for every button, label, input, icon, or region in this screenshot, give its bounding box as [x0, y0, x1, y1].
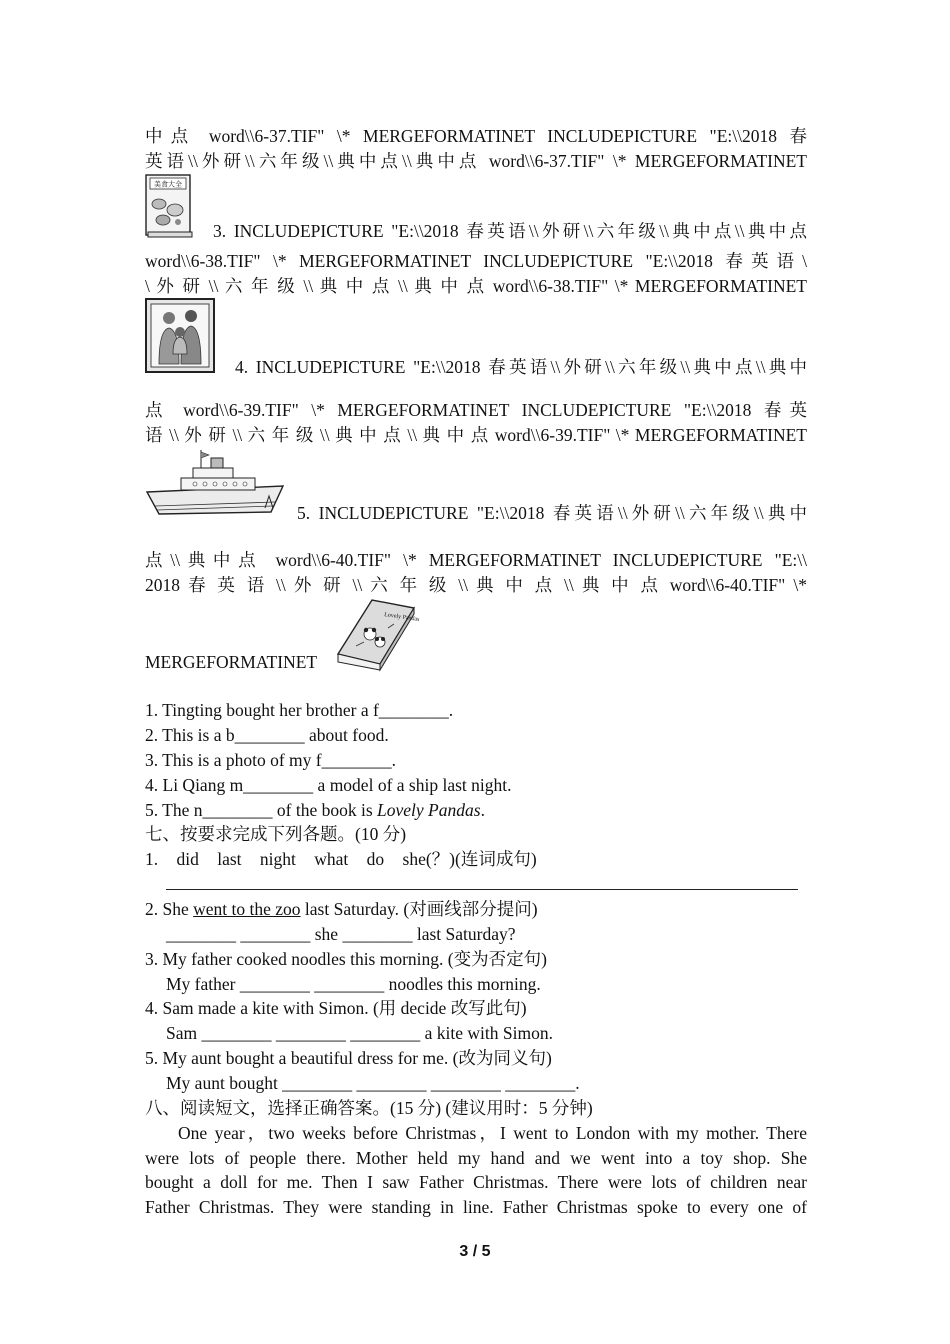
section7-question-3: 3. My father cooked noodles this morning. (变为否定句) — [145, 949, 547, 969]
fill-blank-5-text: 5. The n________ of the book is — [145, 800, 378, 820]
field-line-7: 点 word\\6-39.TIF" \* MERGEFORMATINET INCLUDEPICTURE "E:\\2018 春英 — [145, 400, 807, 420]
answer-line — [166, 889, 798, 890]
fill-blank-3: 3. This is a photo of my f________. — [145, 750, 396, 770]
passage-line-2: were lots of people there. Mother held my hand and we went into a toy shop. She — [145, 1148, 807, 1168]
panda-book-picture — [334, 598, 420, 670]
panda-book-title: Lovely Pandas — [383, 612, 420, 623]
field-line-6: 4. INCLUDEPICTURE "E:\\2018 春英语\\外研\\六年级\\典中点\\典中 — [235, 357, 807, 377]
page-number: 3 / 5 — [459, 1243, 491, 1260]
fill-blank-2: 2. This is a b________ about food. — [145, 725, 389, 745]
field-line-4: word\\6-38.TIF" \* MERGEFORMATINET INCLUDEPICTURE "E:\\2018 春英语\ — [145, 251, 807, 271]
section7-question-1: 1. did last night what do she(？)(连词成句) — [145, 849, 537, 869]
field-line-10: 点\\典中点 word\\6-40.TIF" \* MERGEFORMATINET INCLUDEPICTURE "E:\\ — [145, 550, 807, 570]
section7-question-4: 4. Sam made a kite with Simon. (用 decide 改写此句) — [145, 998, 527, 1018]
field-line-12: MERGEFORMATINET — [145, 652, 318, 672]
question-2-end: last Saturday. (对画线部分提问) — [300, 899, 538, 919]
field-line-8: 语 \\ 外 研 \\ 六 年 级 \\ 典 中 点 \\ 典 中 点 word\\6-39.TIF" \* MERGEFORMATINET — [145, 425, 807, 445]
field-line-11: 2018 春 英 语 \\ 外 研 \\ 六 年 级 \\ 典 中 点 \\ 典 中 点 word\\6-40.TIF" \* — [145, 575, 807, 595]
passage-line-3: bought a doll for me. Then I saw Father Christmas. There were lots of children near — [145, 1172, 807, 1192]
food-book-picture — [145, 174, 193, 238]
book-title-italic: Lovely Pandas — [377, 800, 481, 820]
ship-picture — [145, 448, 285, 522]
section7-answer-5: My aunt bought ________ ________ ________ ________. — [166, 1073, 580, 1093]
underlined-phrase: went to the zoo — [193, 899, 301, 919]
field-line-2: 英语\\外研\\六年级\\典中点\\典中点 word\\6-37.TIF" \* MERGEFORMATINET — [145, 151, 807, 171]
passage-line-1: One year，two weeks before Christmas，I went to London with my mother. There — [178, 1123, 807, 1143]
section7-question-5: 5. My aunt bought a beautiful dress for me. (改为同义句) — [145, 1048, 552, 1068]
field-line-5: \ 外 研 \\ 六 年 级 \\ 典 中 点 \\ 典 中 点 word\\6-38.TIF" \* MERGEFORMATINET — [145, 276, 807, 296]
family-photo-picture — [145, 298, 215, 374]
section7-answer-2: ________ ________ she ________ last Saturday? — [166, 924, 516, 944]
question-2-start: 2. She — [145, 899, 194, 919]
field-line-9: 5. INCLUDEPICTURE "E:\\2018 春英语\\外研\\六年级\\典中 — [297, 503, 807, 523]
field-line-3: 3. INCLUDEPICTURE "E:\\2018 春英语\\外研\\六年级\\典中点\\典中点 — [213, 221, 807, 241]
food-book-title: 美食大全 — [154, 180, 182, 189]
fill-blank-1: 1. Tingting bought her brother a f________. — [145, 700, 454, 720]
fill-blank-4: 4. Li Qiang m________ a model of a ship last night. — [145, 775, 512, 795]
fill-blank-5 — [145, 798, 807, 822]
section8-heading: 八、阅读短文，选择正确答案。(15 分) (建议用时：5 分钟) — [145, 1098, 593, 1118]
section7-answer-3: My father ________ ________ noodles this morning. — [166, 974, 541, 994]
field-line-1: 中点 word\\6-37.TIF" \* MERGEFORMATINET INCLUDEPICTURE "E:\\2018 春 — [145, 126, 807, 146]
passage-line-4: Father Christmas. They were standing in line. Father Christmas spoke to every one of — [145, 1197, 807, 1217]
section7-answer-4: Sam ________ ________ ________ a kite with Simon. — [166, 1023, 553, 1043]
fill-blank-5-end: . — [480, 800, 485, 820]
section7-question-2 — [145, 897, 807, 921]
section7-heading: 七、按要求完成下列各题。(10 分) — [145, 824, 407, 844]
